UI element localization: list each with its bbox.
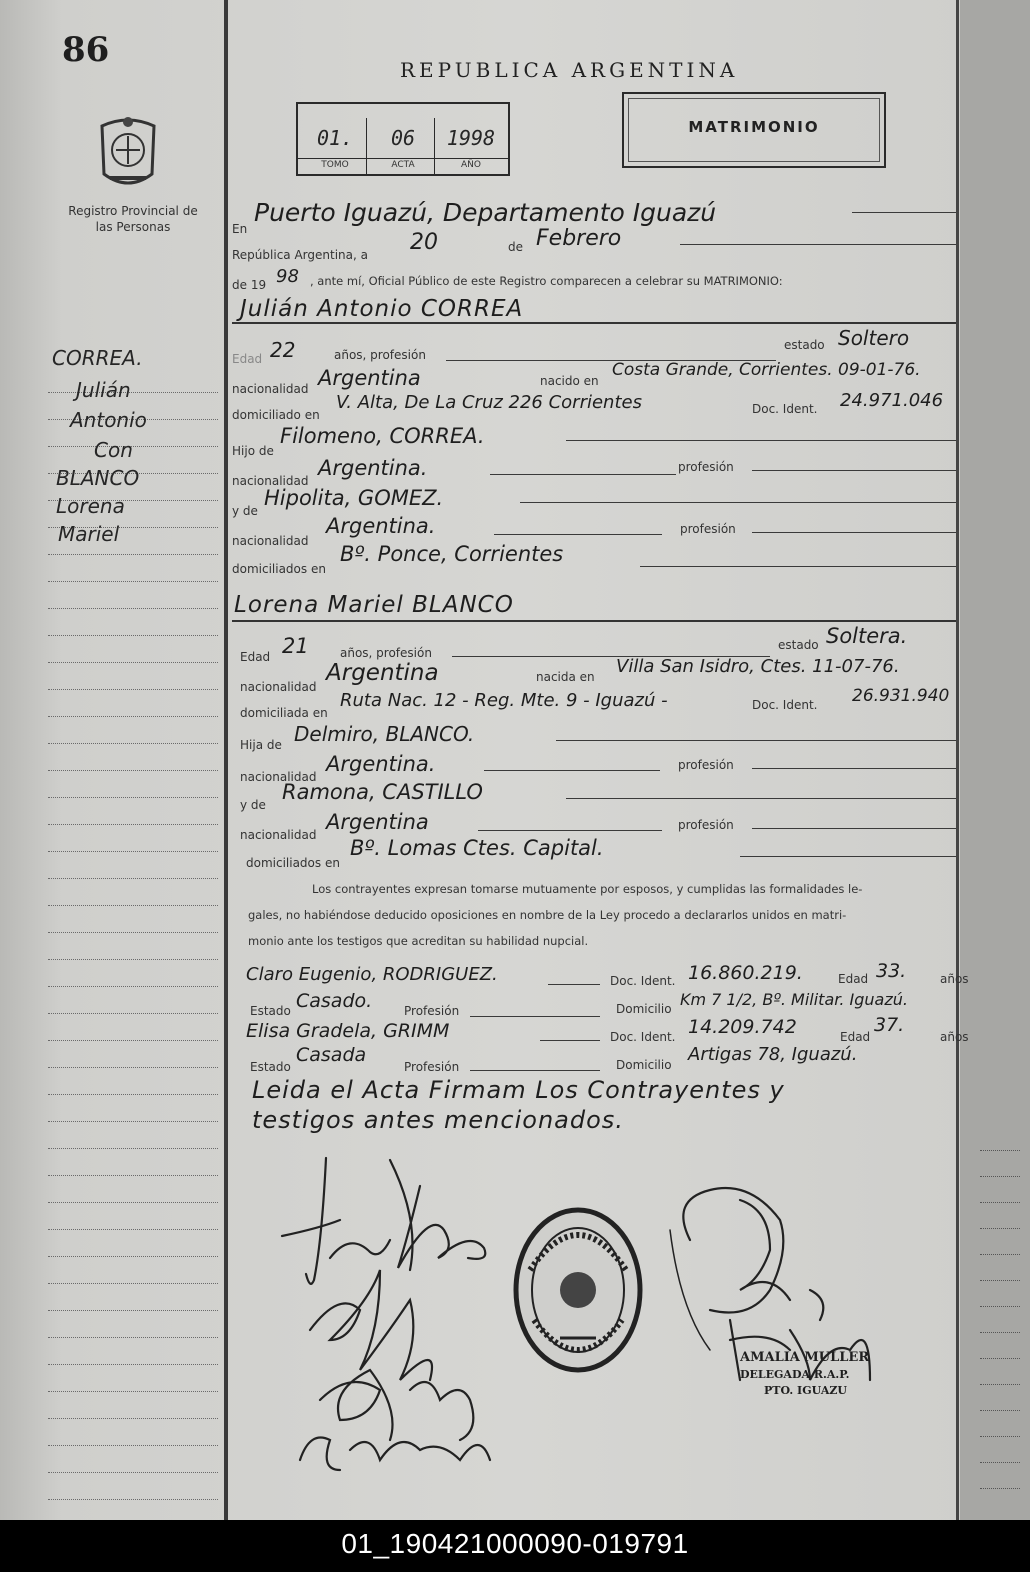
registry-seal-icon [516,1210,640,1370]
margin-note-line: Julián [76,378,131,402]
ruled-line [980,1176,1020,1177]
bride-doc: 26.931.940 [852,686,950,706]
fill-line [752,828,956,829]
declaration-line-3: monio ante los testigos que acreditan su habilidad nupcial. [248,934,589,948]
groom-doc: 24.971.046 [840,390,944,411]
ruled-line [48,986,218,987]
ruled-line [48,1121,218,1122]
groom-nationality: Argentina [318,366,421,390]
ruled-line [48,1067,218,1068]
ruled-line [48,635,218,636]
ruled-line [48,1310,218,1311]
witness-1-doc-label: Doc. Ident. [610,974,676,988]
bride-mother-profession-label: profesión [678,818,734,832]
ruled-line [48,554,218,555]
ruled-line [48,1256,218,1257]
groom-mother-nationality-label: nacionalidad [232,534,309,548]
groom-edad-label: Edad [232,352,263,366]
ruled-line [48,824,218,825]
record-number-box [296,102,510,176]
ruled-line [980,1150,1020,1151]
ruled-line [980,1358,1020,1359]
ruled-line [48,878,218,879]
year-suffix: 98 [276,266,299,287]
bride-hija-label: Hija de [240,738,282,752]
bride-address: Ruta Nac. 12 - Reg. Mte. 9 - Iguazú - [340,690,668,711]
groom-mother: Hipolita, GOMEZ. [264,486,444,510]
bride-father-profession-label: profesión [678,758,734,772]
groom-father: Filomeno, CORREA. [280,424,485,448]
bride-parents-address: Bº. Lomas Ctes. Capital. [350,836,604,860]
witness-2-address: Artigas 78, Iguazú. [688,1044,858,1065]
declaration-line-1: Los contrayentes expresan tomarse mutuamente por esposos, y cumplidas las formalidades le- [312,882,863,896]
place: Puerto Iguazú, Departamento Iguazú [254,198,717,227]
bride-father: Delmiro, BLANCO. [294,722,475,746]
groom-father-nationality-label: nacionalidad [232,474,309,488]
witness-1-anos-label: años [940,972,969,986]
groom-address-label: domiciliado en [232,408,320,422]
groom-hijo-label: Hijo de [232,444,274,458]
country-title: REPUBLICA ARGENTINA [400,58,739,82]
fill-line [566,798,956,799]
witness-1-edad-label: Edad [838,972,869,986]
bride-father-nationality: Argentina. [326,752,436,776]
ruled-line [980,1436,1020,1437]
bride-full-name: Lorena Mariel BLANCO [234,592,514,618]
witness-1-address-label: Domicilio [616,1002,672,1016]
fill-line [752,470,956,471]
declaration-line-2: gales, no habiéndose deducido oposiciones en nombre de la Ley procedo a declararlos unidos en matri- [248,908,847,922]
ruled-line [48,1094,218,1095]
official-title: DELEGADA R.A.P. [740,1368,850,1381]
bride-doc-label: Doc. Ident. [752,698,818,712]
witness-2-address-label: Domicilio [616,1058,672,1072]
fill-line [470,1016,600,1017]
ruled-line [48,1337,218,1338]
closing-line-1: Leida el Acta Firmam Los Contrayentes y [252,1076,785,1104]
fill-line [494,534,662,535]
fill-line [484,770,660,771]
fill-line [540,1040,600,1041]
ano-value: 1998 [446,126,496,150]
ano-label: AÑO [461,160,481,170]
bride-mother-nationality: Argentina [326,810,429,834]
ruled-line [48,1040,218,1041]
ruled-line [980,1332,1020,1333]
groom-parents-address: Bº. Ponce, Corrientes [340,542,564,566]
ruled-line [980,1254,1020,1255]
official-name: AMALIA MULLER [740,1350,870,1365]
name-rule [232,620,956,622]
ruled-line [48,1364,218,1365]
ruled-line [980,1280,1020,1281]
bride-estado-label: estado [778,638,819,652]
groom-parents-address-label: domiciliados en [232,562,326,576]
ruled-line [48,851,218,852]
fill-line [520,502,956,503]
witness-2-anos-label: años [940,1030,969,1044]
groom-mother-profession-label: profesión [680,522,736,536]
margin-note-line: Con [94,438,133,462]
name-rule [232,322,956,324]
bride-born-label: nacida en [536,670,595,684]
closing-line-2: testigos antes mencionados. [252,1106,624,1134]
ruled-line [48,770,218,771]
bride-father-nationality-label: nacionalidad [240,770,317,784]
day: 20 [410,230,438,255]
margin-note-line: Lorena [56,494,125,518]
act-type: MATRIMONIO [688,118,820,136]
ruled-line [48,1229,218,1230]
ruled-line [48,905,218,906]
groom-mother-nationality: Argentina. [326,514,436,538]
ruled-line [980,1306,1020,1307]
signature-area [270,1140,910,1490]
ruled-line [48,392,218,393]
groom-doc-label: Doc. Ident. [752,402,818,416]
footer-bar [0,1520,1030,1572]
groom-estado-label: estado [784,338,825,352]
witness-1-age: 33. [876,960,907,982]
ruled-line [48,1418,218,1419]
ruled-line [48,662,218,663]
fill-line [680,244,956,245]
right-ruled-strip [960,0,1030,1520]
fill-line [752,532,956,533]
margin-divider [224,0,228,1520]
month: Febrero [536,226,622,251]
ruled-line [980,1410,1020,1411]
ruled-line [48,1445,218,1446]
margin-note-line: Mariel [58,522,120,546]
groom-nationality-label: nacionalidad [232,382,309,396]
ruled-line [48,689,218,690]
fill-line [566,440,956,441]
bride-birth-place-date: Villa San Isidro, Ctes. 11-07-76. [616,656,900,677]
republic-label: República Argentina, a [232,248,368,262]
bride-civil-status: Soltera. [826,624,908,648]
ruled-line [48,1472,218,1473]
bride-nationality: Argentina [326,660,439,686]
de-label: de [508,240,523,254]
ruled-line [48,959,218,960]
witness-2-doc-label: Doc. Ident. [610,1030,676,1044]
bride-mother-nationality-label: nacionalidad [240,828,317,842]
ruled-line [980,1202,1020,1203]
ruled-line [48,1202,218,1203]
ruled-line [980,1488,1020,1489]
ruled-line [48,446,218,447]
fill-line [548,984,600,985]
groom-civil-status: Soltero [838,326,910,350]
signature-bride [310,1270,432,1380]
intro-statement: , ante mí, Oficial Público de este Registro comparecen a celebrar su MATRIMONIO: [310,274,783,288]
registry-label: Registro Provincial de las Personas [68,204,198,234]
witness-1-estado-label: Estado [250,1004,291,1018]
margin-note-line: BLANCO [56,466,140,490]
ruled-line [48,1283,218,1284]
ruled-line [48,581,218,582]
tomo-label: TOMO [321,160,349,170]
acta-label: ACTA [391,160,415,170]
witness-2-edad-label: Edad [840,1030,871,1044]
ruled-line [48,797,218,798]
ruled-line [48,1499,218,1500]
bride-age: 21 [282,634,309,658]
ruled-line [980,1384,1020,1385]
fill-line [852,212,956,213]
ruled-line [48,608,218,609]
witness-1-doc: 16.860.219. [688,962,803,984]
signature-witness-1 [320,1370,473,1440]
bride-y-de-label: y de [240,798,266,812]
groom-address: V. Alta, De La Cruz 226 Corrientes [336,392,642,413]
witness-1-civil-status: Casado. [296,990,373,1012]
right-border [956,0,959,1520]
bride-edad-label: Edad [240,650,271,664]
groom-born-label: nacido en [540,374,599,388]
fill-line [640,566,956,567]
ruled-line [48,1175,218,1176]
groom-birth-place-date: Costa Grande, Corrientes. 09-01-76. [612,360,921,380]
bride-address-label: domiciliada en [240,706,328,720]
witness-2-civil-status: Casada [296,1044,367,1066]
fill-line [478,830,662,831]
groom-profession-label: años, profesión [334,348,426,362]
ruled-line [48,716,218,717]
footer-code: 01_190421000090-019791 [341,1528,689,1559]
ruled-line [48,743,218,744]
witness-2-doc: 14.209.742 [688,1016,797,1038]
groom-father-nationality: Argentina. [318,456,428,480]
groom-age: 22 [270,338,296,362]
ruled-line [980,1462,1020,1463]
bride-profession-label: años, profesión [340,646,432,660]
ruled-line [48,1013,218,1014]
groom-y-de-label: y de [232,504,258,518]
witness-1-name: Claro Eugenio, RODRIGUEZ. [246,964,498,985]
ruled-line [48,1391,218,1392]
signature-groom [282,1158,485,1284]
bride-mother: Ramona, CASTILLO [282,780,483,804]
tomo-value: 01. [316,126,354,150]
en-label: En [232,222,248,236]
page-number: 86 [62,30,110,70]
fill-line [740,856,956,857]
ruled-line [980,1228,1020,1229]
witness-2-estado-label: Estado [250,1060,291,1074]
fill-line [752,768,956,769]
margin-note-line: Antonio [70,408,147,432]
witness-1-profession-label: Profesión [404,1004,460,1018]
witness-2-profession-label: Profesión [404,1060,460,1074]
year-prefix: de 19 [232,278,267,292]
province-emblem-icon [96,112,160,196]
witness-2-age: 37. [874,1014,905,1036]
record-box-rule [298,158,508,159]
bride-nationality-label: nacionalidad [240,680,317,694]
fill-line [470,1070,600,1071]
ruled-line [48,1148,218,1149]
fill-line [556,740,956,741]
fill-line [490,474,676,475]
witness-1-address: Km 7 1/2, Bº. Militar. Iguazú. [680,990,908,1009]
official-office: PTO. IGUAZU [764,1384,848,1397]
signature-witness-2 [300,1438,490,1471]
ruled-line [48,932,218,933]
margin-note-line: CORREA. [52,346,143,370]
acta-value: 06 [390,126,416,150]
groom-full-name: Julián Antonio CORREA [240,296,524,322]
act-type-box [622,92,886,168]
bride-parents-address-label: domiciliados en [246,856,340,870]
witness-2-name: Elisa Gradela, GRIMM [246,1020,450,1042]
groom-father-profession-label: profesión [678,460,734,474]
